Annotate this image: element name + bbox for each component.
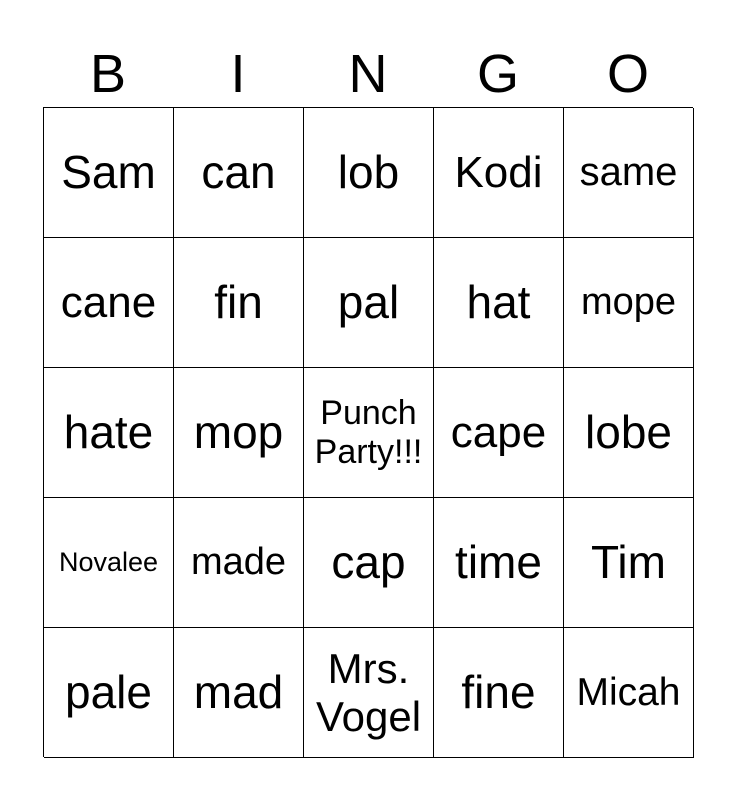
header-letter-n: N: [348, 44, 388, 104]
header-letter-b: B: [89, 44, 127, 104]
bingo-cell[interactable]: fin: [174, 238, 304, 368]
bingo-cell[interactable]: can: [174, 108, 304, 238]
bingo-cell[interactable]: Mrs. Vogel: [304, 628, 434, 758]
bingo-cell[interactable]: mad: [174, 628, 304, 758]
bingo-cell[interactable]: Tim: [564, 498, 694, 628]
bingo-card-grid: [43, 107, 693, 757]
header-letter-i: I: [230, 44, 246, 104]
bingo-cell[interactable]: time: [434, 498, 564, 628]
bingo-cell[interactable]: pal: [304, 238, 434, 368]
bingo-cell[interactable]: hate: [44, 368, 174, 498]
bingo-cell[interactable]: cape: [434, 368, 564, 498]
header-letter-o: O: [606, 44, 649, 104]
bingo-cell[interactable]: Novalee: [44, 498, 174, 628]
free-space-cell[interactable]: Punch Party!!!: [304, 368, 434, 498]
bingo-cell[interactable]: cane: [44, 238, 174, 368]
bingo-cell[interactable]: lobe: [564, 368, 694, 498]
bingo-cell[interactable]: hat: [434, 238, 564, 368]
bingo-header: [43, 40, 693, 108]
bingo-cell[interactable]: pale: [44, 628, 174, 758]
bingo-cell[interactable]: Kodi: [434, 108, 564, 238]
bingo-cell[interactable]: fine: [434, 628, 564, 758]
bingo-cell[interactable]: mope: [564, 238, 694, 368]
bingo-cell[interactable]: Sam: [44, 108, 174, 238]
bingo-cell[interactable]: lob: [304, 108, 434, 238]
bingo-cell[interactable]: mop: [174, 368, 304, 498]
bingo-cell[interactable]: made: [174, 498, 304, 628]
bingo-cell[interactable]: Micah: [564, 628, 694, 758]
header-letter-g: G: [476, 44, 519, 104]
bingo-cell[interactable]: cap: [304, 498, 434, 628]
bingo-cell[interactable]: same: [564, 108, 694, 238]
